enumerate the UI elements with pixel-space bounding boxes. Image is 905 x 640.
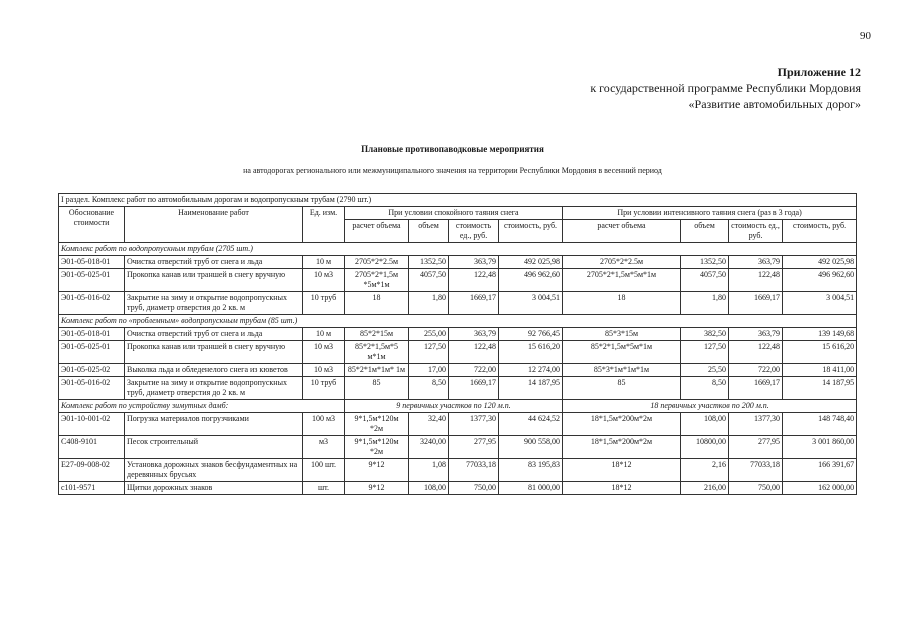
cell-calc: 18	[345, 292, 409, 315]
cell-justification: Э01-05-025-01	[59, 269, 125, 292]
cell-unit: шт.	[303, 482, 345, 495]
cell-calc-intense: 2705*2*2.5м	[563, 256, 681, 269]
cell-work-name: Выколка льда и обледенелого снега из кюветов	[125, 364, 303, 377]
cell-volume: 1,80	[409, 292, 449, 315]
table-row	[59, 364, 857, 377]
cell-unit-cost: 122,48	[449, 341, 499, 364]
table-row	[59, 436, 857, 459]
cell-work-name: Прокопка канав или траншей в снегу вручную	[125, 269, 303, 292]
group-heading: Комплекс работ по «проблемным» водопропускным трубам (85 шт.)	[59, 315, 857, 328]
cell-justification: Э01-05-025-02	[59, 364, 125, 377]
cell-work-name: Очистка отверстий труб от снега и льда	[125, 328, 303, 341]
cell-calc: 85*2*1,5м*5 м*1м	[345, 341, 409, 364]
cell-total-cost-intense: 148 748,40	[783, 413, 857, 436]
cell-calc: 9*1,5м*120м *2м	[345, 436, 409, 459]
table-row	[59, 328, 857, 341]
group-heading: Комплекс работ по устройству зимутных дамб:	[59, 400, 345, 413]
cell-work-name: Песок строительный	[125, 436, 303, 459]
cell-calc-intense: 18*1,5м*200м*2м	[563, 413, 681, 436]
cell-unit-cost-intense: 1669,17	[729, 377, 783, 400]
cell-unit-cost-intense: 1377,30	[729, 413, 783, 436]
header-unit-cost-intense: стоимость ед., руб.	[729, 220, 783, 243]
header-work-name: Наименование работ	[125, 207, 303, 243]
cell-calc-intense: 85	[563, 377, 681, 400]
cell-total-cost: 92 766,45	[499, 328, 563, 341]
cell-total-cost: 900 558,00	[499, 436, 563, 459]
document-title: Плановые противопаводковые мероприятия	[361, 144, 544, 154]
cell-volume-intense: 1,80	[681, 292, 729, 315]
cell-work-name: Закрытие на зиму и открытие водопропускных труб, диаметр отверстия до 2 кв. м	[125, 292, 303, 315]
table-row	[59, 459, 857, 482]
cell-unit: 10 труб	[303, 377, 345, 400]
table-row	[59, 269, 857, 292]
cell-unit-cost-intense: 77033,18	[729, 459, 783, 482]
cell-total-cost-intense: 3 004,51	[783, 292, 857, 315]
cell-unit-cost: 722,00	[449, 364, 499, 377]
page-number: 90	[860, 30, 871, 42]
cell-unit-cost: 363,79	[449, 328, 499, 341]
group-intense-note: 18 первичных участков по 200 м.п.	[563, 400, 857, 413]
cell-total-cost: 44 624,52	[499, 413, 563, 436]
cell-unit-cost: 77033,18	[449, 459, 499, 482]
cell-total-cost: 3 004,51	[499, 292, 563, 315]
group-heading: Комплекс работ по водопропускным трубам (2705 шт.)	[59, 243, 857, 256]
cell-total-cost: 496 962,60	[499, 269, 563, 292]
appendix-line-3: «Развитие автомобильных дорог»	[688, 97, 861, 111]
cell-total-cost: 81 000,00	[499, 482, 563, 495]
cell-total-cost-intense: 18 411,00	[783, 364, 857, 377]
cell-work-name: Закрытие на зиму и открытие водопропускных труб, диаметр отверстия до 2 кв. м	[125, 377, 303, 400]
cell-work-name: Установка дорожных знаков бесфундаментных на деревянных брусьях	[125, 459, 303, 482]
cell-volume-intense: 1352,50	[681, 256, 729, 269]
cell-justification: Э01-05-016-02	[59, 377, 125, 400]
cell-work-name: Очистка отверстий труб от снега и льда	[125, 256, 303, 269]
cell-work-name: Щитки дорожных знаков	[125, 482, 303, 495]
cell-volume-intense: 108,00	[681, 413, 729, 436]
cell-unit-cost-intense: 363,79	[729, 256, 783, 269]
cell-total-cost-intense: 14 187,95	[783, 377, 857, 400]
cell-total-cost: 492 025,98	[499, 256, 563, 269]
cell-work-name: Прокопка канав или траншей в снегу вручную	[125, 341, 303, 364]
header-calc: расчет объема	[345, 220, 409, 243]
cell-volume: 3240,00	[409, 436, 449, 459]
cell-volume: 255,00	[409, 328, 449, 341]
cell-unit-cost: 750,00	[449, 482, 499, 495]
cell-total-cost-intense: 139 149,68	[783, 328, 857, 341]
cell-calc: 85*2*15м	[345, 328, 409, 341]
cell-calc: 9*12	[345, 459, 409, 482]
header-volume-intense: объем	[681, 220, 729, 243]
cell-volume-intense: 10800,00	[681, 436, 729, 459]
appendix-line-2: к государственной программе Республики Мордовия	[590, 81, 861, 95]
cell-volume: 17,00	[409, 364, 449, 377]
cell-unit-cost-intense: 122,48	[729, 341, 783, 364]
cell-unit-cost-intense: 277,95	[729, 436, 783, 459]
table-row	[59, 482, 857, 495]
cell-calc-intense: 18	[563, 292, 681, 315]
header-unit-cost: стоимость ед., руб.	[449, 220, 499, 243]
header-calc-intense: расчет объема	[563, 220, 681, 243]
header-calm-thaw: При условии спокойного таяния снега	[345, 207, 563, 220]
cell-unit-cost: 122,48	[449, 269, 499, 292]
cell-justification: Э01-10-001-02	[59, 413, 125, 436]
cell-unit: 10 м	[303, 256, 345, 269]
cell-volume: 1,08	[409, 459, 449, 482]
appendix-header	[590, 64, 861, 112]
header-intense-thaw: При условии интенсивного таяния снега (раз в 3 года)	[563, 207, 857, 220]
cell-volume: 8,50	[409, 377, 449, 400]
cell-total-cost-intense: 492 025,98	[783, 256, 857, 269]
cell-calc-intense: 85*3*15м	[563, 328, 681, 341]
cell-unit: 10 м3	[303, 364, 345, 377]
cell-total-cost-intense: 162 000,00	[783, 482, 857, 495]
cell-justification: Э01-05-016-02	[59, 292, 125, 315]
cell-calc-intense: 85*2*1,5м*5м*1м	[563, 341, 681, 364]
cell-volume: 1352,50	[409, 256, 449, 269]
cell-total-cost: 83 195,83	[499, 459, 563, 482]
cell-calc-intense: 18*12	[563, 459, 681, 482]
cell-total-cost-intense: 496 962,60	[783, 269, 857, 292]
cell-total-cost: 14 187,95	[499, 377, 563, 400]
cell-volume: 108,00	[409, 482, 449, 495]
section-title: I раздел. Комплекс работ по автомобильным дорогам и водопропускным трубам (2790 шт.)	[59, 194, 857, 207]
cell-justification: Е27-09-008-02	[59, 459, 125, 482]
cell-calc: 2705*2*2.5м	[345, 256, 409, 269]
cell-unit: 10 м3	[303, 269, 345, 292]
cell-volume: 127,50	[409, 341, 449, 364]
cell-unit-cost: 1669,17	[449, 292, 499, 315]
header-total-cost-intense: стоимость, руб.	[783, 220, 857, 243]
cell-volume-intense: 127,50	[681, 341, 729, 364]
cell-unit-cost-intense: 363,79	[729, 328, 783, 341]
cell-work-name: Погрузка материалов погрузчиками	[125, 413, 303, 436]
cell-calc-intense: 18*1,5м*200м*2м	[563, 436, 681, 459]
cell-unit-cost: 1377,30	[449, 413, 499, 436]
cell-volume: 32,40	[409, 413, 449, 436]
cell-volume-intense: 4057,50	[681, 269, 729, 292]
cell-calc: 85*2*1м*1м* 1м	[345, 364, 409, 377]
cell-volume-intense: 382,50	[681, 328, 729, 341]
cell-unit: м3	[303, 436, 345, 459]
table-row	[59, 377, 857, 400]
cell-justification: Э01-05-018-01	[59, 328, 125, 341]
cell-calc-intense: 85*3*1м*1м*1м	[563, 364, 681, 377]
table-row	[59, 256, 857, 269]
cell-justification: Э01-05-025-01	[59, 341, 125, 364]
cell-calc: 9*12	[345, 482, 409, 495]
table-row	[59, 413, 857, 436]
cell-unit-cost: 363,79	[449, 256, 499, 269]
table-row	[59, 341, 857, 364]
cell-volume: 4057,50	[409, 269, 449, 292]
cell-unit-cost-intense: 122,48	[729, 269, 783, 292]
cell-unit-cost: 277,95	[449, 436, 499, 459]
cell-calc-intense: 18*12	[563, 482, 681, 495]
cell-total-cost: 15 616,20	[499, 341, 563, 364]
cell-volume-intense: 216,00	[681, 482, 729, 495]
header-total-cost: стоимость, руб.	[499, 220, 563, 243]
group-calm-note: 9 первичных участков по 120 м.п.	[345, 400, 563, 413]
cell-volume-intense: 8,50	[681, 377, 729, 400]
cell-unit-cost-intense: 1669,17	[729, 292, 783, 315]
cell-justification: с101-9571	[59, 482, 125, 495]
cell-total-cost-intense: 15 616,20	[783, 341, 857, 364]
cell-total-cost-intense: 166 391,67	[783, 459, 857, 482]
document-subtitle: на автодорогах регионального или межмуниципального значения на территории Республики Мордовия в весенний период	[243, 166, 662, 175]
appendix-title: Приложение 12	[777, 65, 861, 79]
cell-unit: 100 м3	[303, 413, 345, 436]
cell-volume-intense: 2,16	[681, 459, 729, 482]
works-table	[58, 193, 857, 495]
cell-unit: 100 шт.	[303, 459, 345, 482]
table-row	[59, 292, 857, 315]
cell-calc: 2705*2*1,5м *5м*1м	[345, 269, 409, 292]
cell-unit: 10 м3	[303, 341, 345, 364]
cell-calc: 9*1,5м*120м *2м	[345, 413, 409, 436]
cell-unit-cost-intense: 722,00	[729, 364, 783, 377]
cell-calc-intense: 2705*2*1,5м*5м*1м	[563, 269, 681, 292]
header-volume: объем	[409, 220, 449, 243]
cell-unit-cost-intense: 750,00	[729, 482, 783, 495]
cell-volume-intense: 25,50	[681, 364, 729, 377]
header-justification: Обоснование стоимости	[59, 207, 125, 243]
cell-unit: 10 труб	[303, 292, 345, 315]
cell-unit: 10 м	[303, 328, 345, 341]
cell-total-cost: 12 274,00	[499, 364, 563, 377]
cell-calc: 85	[345, 377, 409, 400]
cell-justification: Э01-05-018-01	[59, 256, 125, 269]
cell-total-cost-intense: 3 001 860,00	[783, 436, 857, 459]
cell-justification: С408-9101	[59, 436, 125, 459]
header-unit: Ед. изм.	[303, 207, 345, 243]
cell-unit-cost: 1669,17	[449, 377, 499, 400]
